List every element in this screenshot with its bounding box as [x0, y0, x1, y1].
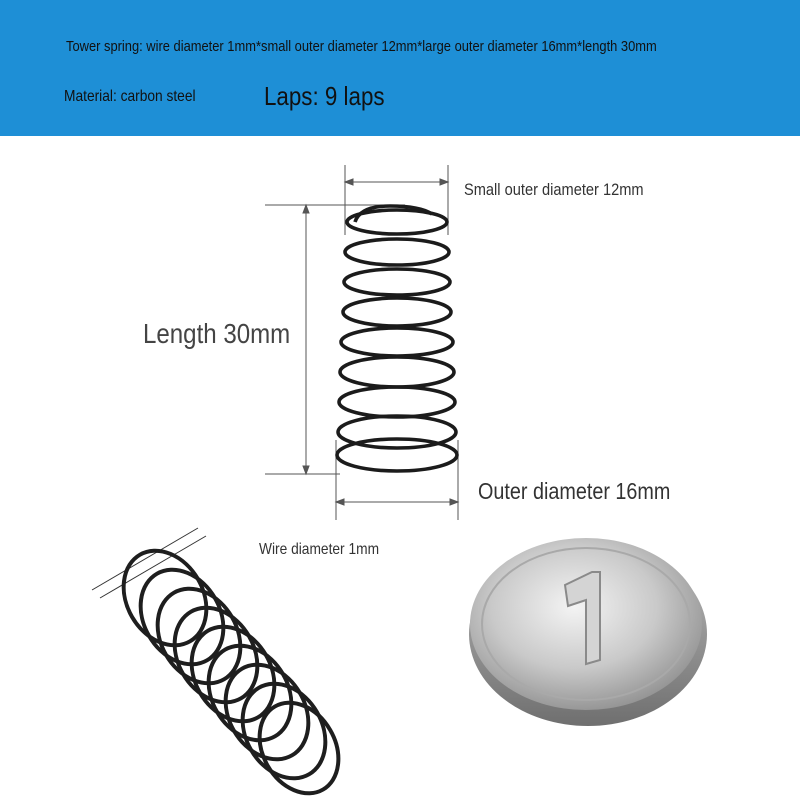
banner-material: Material: carbon steel [64, 88, 196, 105]
length-label: Length 30mm [143, 318, 291, 349]
outer-diameter-label: Outer diameter 16mm [478, 478, 671, 504]
small-diameter-dimension [345, 165, 448, 235]
banner-laps: Laps: 9 laps [264, 81, 385, 111]
wire-diameter-label: Wire diameter 1mm [259, 541, 380, 558]
coin [469, 538, 707, 726]
small-outer-diameter-label: Small outer diameter 12mm [464, 180, 644, 199]
outer-diameter-dimension [336, 440, 458, 520]
banner-title: Tower spring: wire diameter 1mm*small outer diameter 12mm*large outer diameter 16mm*length 30mm [66, 38, 657, 55]
tower-spring [337, 206, 457, 471]
angled-spring [107, 536, 354, 800]
